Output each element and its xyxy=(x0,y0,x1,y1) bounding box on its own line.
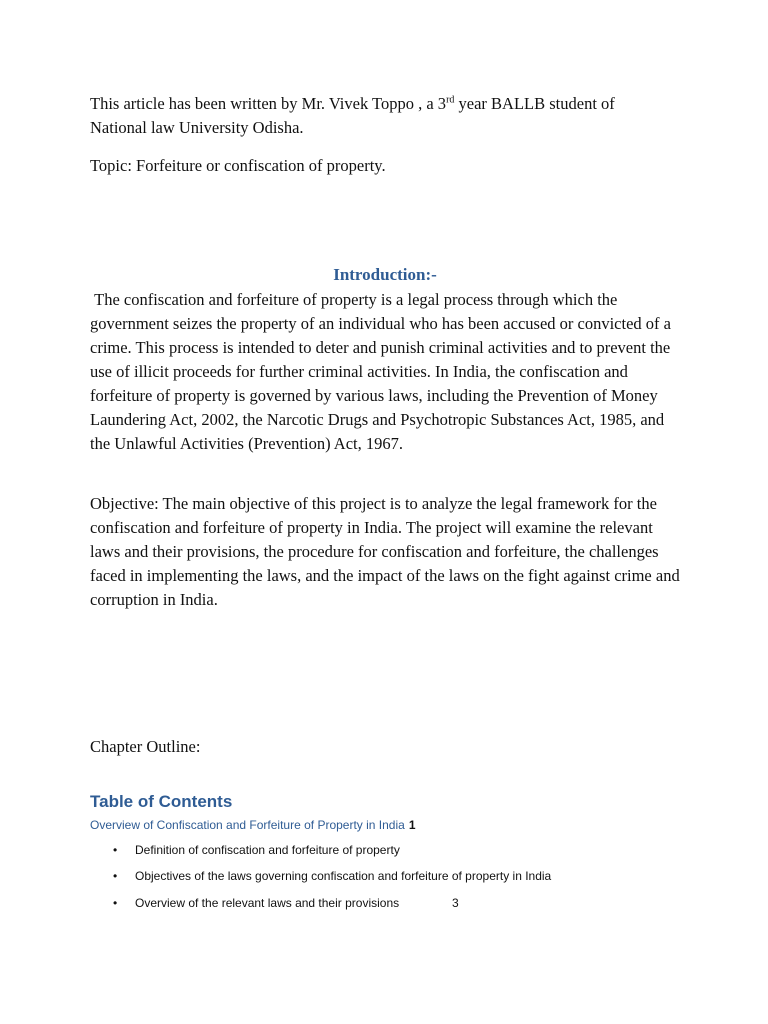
toc-subitem-text[interactable]: Objectives of the laws governing confiscation and forfeiture of property in India xyxy=(135,869,552,883)
toc-subitem[interactable] xyxy=(0,893,768,913)
byline-text-end: year BALLB student of xyxy=(454,94,615,113)
bullet-icon: • xyxy=(113,896,118,910)
bullet-icon: • xyxy=(113,869,118,883)
toc-subitem-text[interactable]: Definition of confiscation and forfeiture of property xyxy=(135,843,400,857)
byline-text: This article has been written by Mr. Vivek Toppo , a 3 xyxy=(90,94,447,113)
toc-subitem-text[interactable]: Overview of the relevant laws and their provisions xyxy=(135,896,400,910)
bullet-icon: • xyxy=(113,843,118,857)
toc-subitem[interactable] xyxy=(0,866,768,886)
author-byline xyxy=(90,92,680,140)
introduction-paragraph: The confiscation and forfeiture of property is a legal process through which the government seizes the property of an individual who has been accused or convicted of a crime. This process is intended to deter and punish criminal activities and to prevent the use of illicit proceeds for further criminal activities. In India, the confiscation and forfeiture of property is governed by various laws, including the Prevention of Money Laundering Act, 2002, the Narcotic Drugs and Psychotropic Substances Act, 1985, and the Unlawful Activities (Prevention) Act, 1967. xyxy=(90,290,676,453)
byline-line-1 xyxy=(90,92,680,116)
toc-entry-page-number: 1 xyxy=(408,818,416,832)
ordinal-superscript: rd xyxy=(446,94,455,106)
toc-subitem-page-number: 3 xyxy=(452,896,459,910)
toc-entry[interactable] xyxy=(90,815,416,835)
objective-paragraph: Objective: The main objective of this project is to analyze the legal framework for the confiscation and forfeiture of property in India. The project will examine the relevant laws and their provisions, the procedure for confiscation and forfeiture, the challenges faced in implementing the laws, and the impact of the laws on the fight against crime and corruption in India. xyxy=(90,494,680,609)
chapter-outline-label: Chapter Outline: xyxy=(90,737,201,756)
topic-line: Topic: Forfeiture or confiscation of property. xyxy=(90,156,386,175)
toc-entry-title[interactable]: Overview of Confiscation and Forfeiture of Property in India xyxy=(90,818,405,832)
byline-line-2: National law University Odisha. xyxy=(90,118,304,137)
introduction-heading: Introduction:- xyxy=(333,265,437,284)
table-of-contents-heading: Table of Contents xyxy=(90,792,233,811)
toc-subitem[interactable] xyxy=(0,840,768,860)
